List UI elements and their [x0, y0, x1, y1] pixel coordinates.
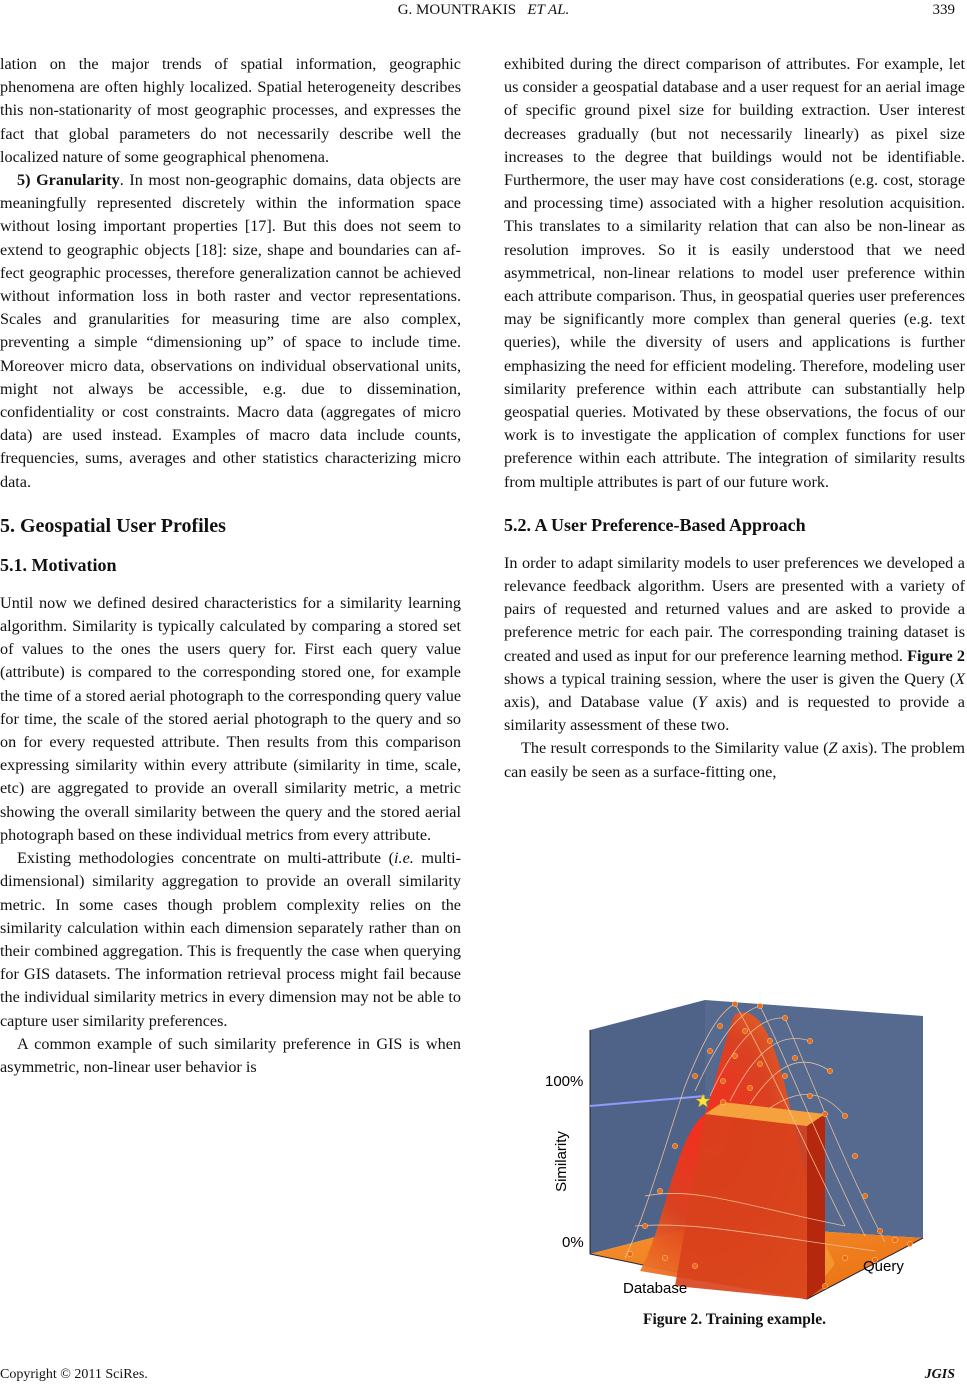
- left-column: [0, 53, 461, 1079]
- page-number: 339: [932, 2, 955, 18]
- data-point: [732, 1053, 737, 1058]
- tick-label-100: 100%: [545, 1073, 584, 1090]
- data-point: [747, 1085, 752, 1090]
- data-point: [822, 1283, 827, 1288]
- data-point: [720, 1099, 725, 1104]
- tick-label-0: 0%: [562, 1234, 584, 1251]
- axis-label-database: Database: [623, 1280, 688, 1297]
- data-point: [842, 1113, 847, 1118]
- axis-label-query: Query: [863, 1258, 904, 1275]
- paragraph: In order to adapt similarity models to user preferences we developed a relevance feedback algorithm. Users are presented with a variety of pairs of requested and returned values and are asked to provide a preference metric for each pair. The corresponding training dataset is created and used as input for our preference learning method. Figure 2 shows a typical training session, where the user is given the Query (X axis), and Database value (Y axis) and is requested to provide a similarity assessment of these two.: [504, 553, 965, 735]
- page-footer: [0, 1367, 967, 1383]
- paragraph: Until now we defined desired characteristics for a similarity learning algorithm. Similarity is typically calculated by comparing a stored set of values to the ones the users query for. First each query value (attribute) is compared to the corresponding stored one, for example the time of a stored aerial photograph to the corresponding query value for time, the scale of the stored aerial photograph to the query and so on for every requested attribute. Then results from this comparison expressing similarity within every attribute (similarity in time, scale, etc) are aggregated to provide an overall similarity metric, a metric showing the overall similarity between the query and the stored aerial photograph based on these individual metrics from every attribute.: [0, 593, 461, 844]
- data-point: [792, 1055, 797, 1060]
- data-point: [707, 1048, 712, 1053]
- journal-name: JGIS: [924, 1367, 955, 1382]
- section-heading: 5. Geospatial User Profiles: [0, 514, 226, 537]
- data-point: [642, 1223, 647, 1228]
- data-point: [767, 1038, 772, 1043]
- paragraph: exhibited during the direct comparison of attributes. For example, let us consider a geospatial database and a user request for an aerial image of specific ground pixel size for building extraction. User interest decreases gradually (but not necessarily linearly) as pixel size increases to the degree that buildings would not be identifiable. Furthermore, the user may have cost considerations (e.g. cost, storage and processing time) associated with a higher resolution acquisition. This translates to a similarity relation that can also be non-linear as resolution improves. So it is easily understood that we need asymmetrical, non-linear relations to model user preference within each attribute comparison. Thus, in geospatial queries user preferences may be significantly more complex than general queries (e.g. text queries), while the diversity of users and applications is further emphasizing the need for efficient modeling. Therefore, modeling user similarity preference within each attribute can substantially help geospatial queries. Motivated by these observations, the focus of our work is to investigate the application of complex functions for user preference within each attribute. The integration of similarity results from multiple attributes is part of our future work.: [504, 55, 965, 491]
- data-point: [842, 1255, 847, 1260]
- data-point: [892, 1237, 897, 1242]
- right-column: [504, 53, 965, 784]
- data-point: [717, 1023, 722, 1028]
- data-point: [877, 1228, 882, 1233]
- data-point: [662, 1255, 667, 1260]
- paragraph: 5) Granularity. In most non-geographic domains, data objects are meaningfully represented discretely within the information space without losing important properties [17]. But this does not seem to extend to geographic objects [18]: size, shape and boundaries can affect geographic processes, therefore generalization cannot be achieved without information loss in both raster and vector representations. Scales and granularities for measuring time are also complex, preventing a simple “dimensioning up” of space to include time. Moreover micro data, observations on individual observational units, might not always be accessible, e.g. due to dissemination, confidentiality or cost constraints. Macro data (aggregates of micro data) are used instead. Examples of macro data include counts, frequencies, sums, averages and other statistics characterizing micro data.: [0, 171, 461, 491]
- surface-block-side: [807, 1114, 825, 1299]
- figure-caption: Figure 2. Training example.: [643, 1311, 826, 1328]
- data-point: [822, 1111, 827, 1116]
- page-header: [0, 0, 967, 28]
- axis-label-similarity: Similarity: [552, 1131, 570, 1192]
- data-point: [720, 1078, 725, 1083]
- running-title: G. MOUNTRAKIS ET AL.: [397, 2, 570, 18]
- paragraph: Existing methodologies concentrate on multi-attribute (i.e. multi-dimensional) similarity aggregation to provide an overall similarity metric. In some cases though problem complexity relies on the similarity calculation within each dimension separately rather than on their combined aggregation. This is frequently the case when querying for GIS datasets. The information retrieval process might fail because the individual similarity metrics in every dimension may not be able to capture user similarity preferences.: [0, 849, 461, 1030]
- paragraph: The result corresponds to the Similarity value (Z axis). The problem can easily be seen as a surface-fitting one,: [504, 739, 965, 781]
- copyright: Copyright © 2011 SciRes.: [0, 1367, 148, 1382]
- data-point: [757, 1003, 762, 1008]
- data-point: [757, 1061, 762, 1066]
- data-point: [782, 1073, 787, 1078]
- figure-3d-plot: [545, 996, 925, 1301]
- data-point: [862, 1193, 867, 1198]
- data-point: [692, 1073, 697, 1078]
- data-point: [672, 1143, 677, 1148]
- data-point: [852, 1153, 857, 1158]
- data-point: [827, 1068, 832, 1073]
- paragraph: lation on the major trends of spatial information, geographic phenomena are often highly localized. Spatial heterogeneity describes this non-stationarity of most geographic processes, and expresses the fact that global parameters do not necessarily describe well the localized nature of some geographical phenomena.: [0, 55, 461, 166]
- data-point: [907, 1241, 912, 1246]
- subsection-heading: 5.1. Motivation: [0, 554, 117, 575]
- data-point: [807, 1038, 812, 1043]
- data-point: [627, 1251, 632, 1256]
- data-point: [692, 1263, 697, 1268]
- figure-training-example: [545, 996, 925, 1301]
- data-point: [807, 1093, 812, 1098]
- data-point: [742, 1028, 747, 1033]
- data-point: [782, 1015, 787, 1020]
- paragraph: A common example of such similarity preference in GIS is when asymmetric, non-linear user behavior is: [0, 1034, 461, 1076]
- data-point: [657, 1188, 662, 1193]
- subsection-heading: 5.2. A User Preference-Based Approach: [504, 514, 806, 535]
- data-point: [732, 1001, 737, 1006]
